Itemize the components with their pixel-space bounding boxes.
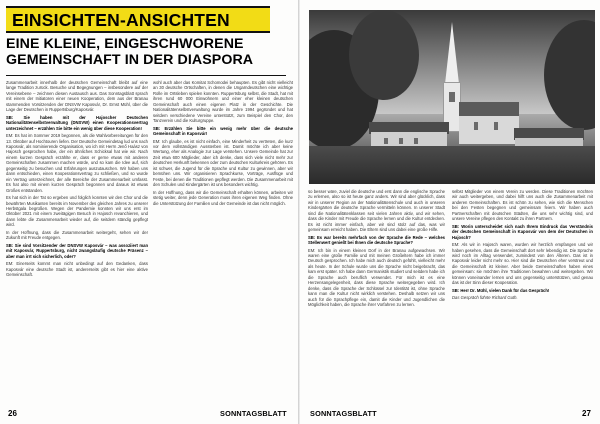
section-title: EINSICHTEN-ANSICHTEN: [12, 10, 230, 30]
page-number: 26: [8, 409, 17, 418]
headline-line-2: GEMEINSCHAFT IN DER DIASPORA: [6, 52, 254, 68]
left-column-1: [6, 80, 148, 402]
article-headline: [6, 36, 290, 68]
page-number: 27: [582, 409, 591, 418]
interview-question: SB: Herr Dr. Mühl, vielen Dank für das Gespräch!: [452, 287, 550, 293]
paragraph: In der Hoffnung, dass wir die Gemeinschaft erhalten können, arbeiten wir stetig weiter, denn jede Generation muss ihren eigenen Weg finden. Ohne die Unterstützung der Familien und der Gemeinde ist das nicht möglich.: [153, 189, 293, 206]
paragraph: EM: Einerseits kommt man nicht unbedingt auf den Gedanken, dass Kaposvár eine deutsche Stadt ist, andererseits gibt es hier eine aktive Gemeinschaft.: [6, 261, 148, 277]
right-column-2: [452, 189, 593, 402]
magazine-title: SONNTAGSBLATT: [220, 409, 287, 418]
interview-credit: Das Gespräch führte Richard Guth.: [452, 295, 518, 301]
left-column-2: [153, 80, 293, 402]
paragraph: In der Hoffnung, dass die Zusammenarbeit weitergeht, sehen wir der Zukunft mit Freude entgegen.: [6, 229, 148, 241]
paragraph: EM: Als wir in Hajosch waren, wurden wir herzlich empfangen und wir haben gesehen, dass die Gemeinschaft dort sehr lebendig ist. Die Sprache wird noch im Alltag verwendet, zumindest von den Älteren. Das ist in Kaposvár leider nicht mehr so. Hier sind die Deutschen eher verstreut und die Gemeinschaft ist kleiner. Aber beide Gemeinschaften haben eines gemeinsam: sie möchten ihre Traditionen bewahren und weitergeben. Wir können voneinander lernen und uns gegenseitig unterstützen, und genau das ist der Sinn dieser Kooperation.: [452, 242, 593, 286]
interview-question: SB: Sie haben mit der Hajoscher Deutschen Nationalitätenselbstverwaltung (DNSVW) einen Kooperationsvertrag unterzeichnet – erzählen Sie bitte ein wenig über diese Kooperation!: [6, 114, 148, 131]
section-banner: [6, 6, 270, 33]
interview-question: SB: Erzählen Sie bitte ein wenig mehr über die deutsche Gemeinschaft in Kaposvár!: [153, 125, 293, 137]
paragraph: wohl auch aber das Komitat Schomodei behaupten. Es gibt nicht vielleicht an 30 deutsche Ortschaften, in denen die Ungarndeutschen eine wichtige Rolle im Ortsleben spielen konnten. Ruppertsburg selbst, die Stadt, hat mit ihren rund 60 000 Einwohnern und einer eher kleinen deutschen Gemeinschaft auch einen eigenen Platz in der Geschichte. Die Nationalitätenselbstverwaltung wurde im Jahre 1994 gegründet und hat seitdem verschiedene Vereine unterstützt, zum Beispiel den Chor, den Tanzverein und die Kulturgruppe.: [153, 80, 293, 124]
paragraph: Es hat sich in der Tat so ergeben und folglich konnten wir den Chor und die bewährten Musikanten bereits im November des gleichen Jahres zu unserer Herbstgala begrüßen. Wegen der Pandemie konnten wir uns erst im Oktober 2021 mit einem zweitägigen Besuch in Hajosch revanchieren, und dann lebte die Zusammenarbeit wieder auf, die seitdem ständig gepflegt wird.: [6, 195, 148, 228]
interview-question: SB: Es war bereits mehrfach von der Sprache die Rede – welches Stellenwert genießt bei Ihnen die deutsche Sprache?: [308, 234, 445, 246]
paragraph: selbst Mitglieder von einem Verein zu werden. Diese Traditionen möchten wir auch weitergeben, und dabei hilft uns auch die Zusammenarbeit mit anderen Gemeinschaften. Es ist schön zu sehen, wie sich die Menschen bei den Festen begegnen und gemeinsam feiern. Wir haben auch Partnerschaften mit deutschen Städten, die uns sehr wichtig sind, und unsere Vereine pflegen den Kontakt zu ihren Partnern.: [452, 189, 593, 222]
headline-line-1: EINE KLEINE, EINGESCHWORENE: [6, 36, 244, 52]
paragraph: Zusammenarbeit innerhalb der deutschen Gemeinschaft bleibt auf eine lange Tradition zurück. Besuche und Begegnungen – insbesondere auf der Vereinsebene – zeichnen diesen Austausch aus. Das Sonntagsblatt sprach mit einem der Initiatoren einer neuen Kooperation, dem aus der Branau stammenden Vorsitzenden der DNSVW Kaposvár, Dr. Ernst Mühl, über die Lage der Deutschen in Ruppertsburg/Kaposvár.: [6, 80, 148, 113]
paragraph: so besser wäre, zuviel die deutsche und erst dann die englische Sprache zu erlernen, also so ist heute ganz anders. Wir sind aber glücklich, dass wir in unserer Region an der Nationalitätenschule und auch in unseren Kindergärten die deutsche Sprache vermitteln können. In unserer Stadt sind die Nationalitätenklassen seit vielen Jahren aktiv, und wir sehen, dass die Kinder mit Freude die Sprache lernen und die Kultur entdecken. Es ist nicht immer einfach, aber wir sind stolz auf das, was wir gemeinsam erreicht haben. Die Eltern sind uns dabei eine große Hilfe.: [308, 189, 445, 233]
headline-divider: [6, 75, 286, 76]
interview-question: SB: Worin unterscheidet sich nach Ihrem Eindruck das Verständnis der deutschen Gemeinschaft in Kaposvár von dem der Deutschen in Hajosch?: [452, 223, 593, 240]
paragraph: EM: Ich bin in einem kleinen Dorf in der Branau aufgewachsen. Wir waren eine große Familie und mit meinen Großeltern habe ich immer Deutsch gesprochen. Ich habe mich auch deutsch gefühlt, vielleicht mehr als heute. In der Schule wurde uns die Sprache nicht beigebracht, das kam erst später. Ich habe dann Germanistik studiert und seitdem habe ich die Sprache auch beruflich verwendet. Für mich ist es eine Herzensangelegenheit, dass diese Sprache weitergegeben wird. Ich denke, dass die Sprache der Schlüssel zur Identität ist, ohne Sprache kann man die Kultur nicht wirklich verstehen. Deshalb setzen wir uns auch für die Sprachpflege ein, damit die Kinder und Jugendlichen die Möglichkeit haben, die Sprache ihrer Vorfahren zu lernen.: [308, 247, 445, 308]
right-column-1: [308, 189, 445, 402]
paragraph: EM: Ich glaube, es ist nicht einfach, eine Minderheit zu vertreten, die kurz vor dem vollständigen Aussterben ist. Damit möchte ich aber keine Wertung, eher als Analogie zur Lage verstehen. Unsere Gemeinde hat zur Zeit etwa 600 Mitglieder, aber ich denke, dass sich viele nicht mehr zur deutschen Herkunft bekennen oder zum deutschen Kulturkreis gehören. Es ist schwer, die Jugend für die Sprache und Kultur zu gewinnen, aber wir bemühen uns. Wir organisieren Sprachkurse, Vorträge, Ausflüge und Feste, bei denen die Traditionen gepflegt werden. Die Zusammenarbeit mit den Schulen und Kindergärten ist uns besonders wichtig.: [153, 138, 293, 188]
interview-question: SB: Sie sind Vorsitzender der DNSVW Kaposvár – was assoziiert man mit Kaposvár, Ruppertsburg, nicht zwangsläufig deutsche Präsenz – aber man irrt sich sicherlich, oder?: [6, 242, 148, 259]
magazine-title: SONNTAGSBLATT: [310, 409, 377, 418]
paragraph: EM: Es hat im Sommer 2019 begonnen, als die Wahlvorbereitungen für den 13. Oktober auf Hochtouren liefen. Der Deutsche Gemeindetag lud uns nach Kaposvár, als nominierende Organisation, wo ich mit Herrn Jenő Haász von Hajosch gesprochen habe, der ein ähnliches Schicksal hat wie wir. Nach einem kurzen Gespräch erzählte er, dass er gerne etwas mit anderen Gemeinschaften zusammen machen würde, und so kam die Idee auf, sich gegenseitig zu besuchen und Erfahrungen auszutauschen. Wir haben uns dann entschieden, einen Kooperationsvertrag zu schließen, und so wurde ein Vertrag unterzeichnet, der alle Bereiche der Zusammenarbeit umfasst. Es hat also mit einem kurzen Gespräch begonnen und daraus ist etwas Großes entstanden.: [6, 133, 148, 193]
city-photo: [309, 10, 595, 184]
right-page: [300, 0, 600, 424]
